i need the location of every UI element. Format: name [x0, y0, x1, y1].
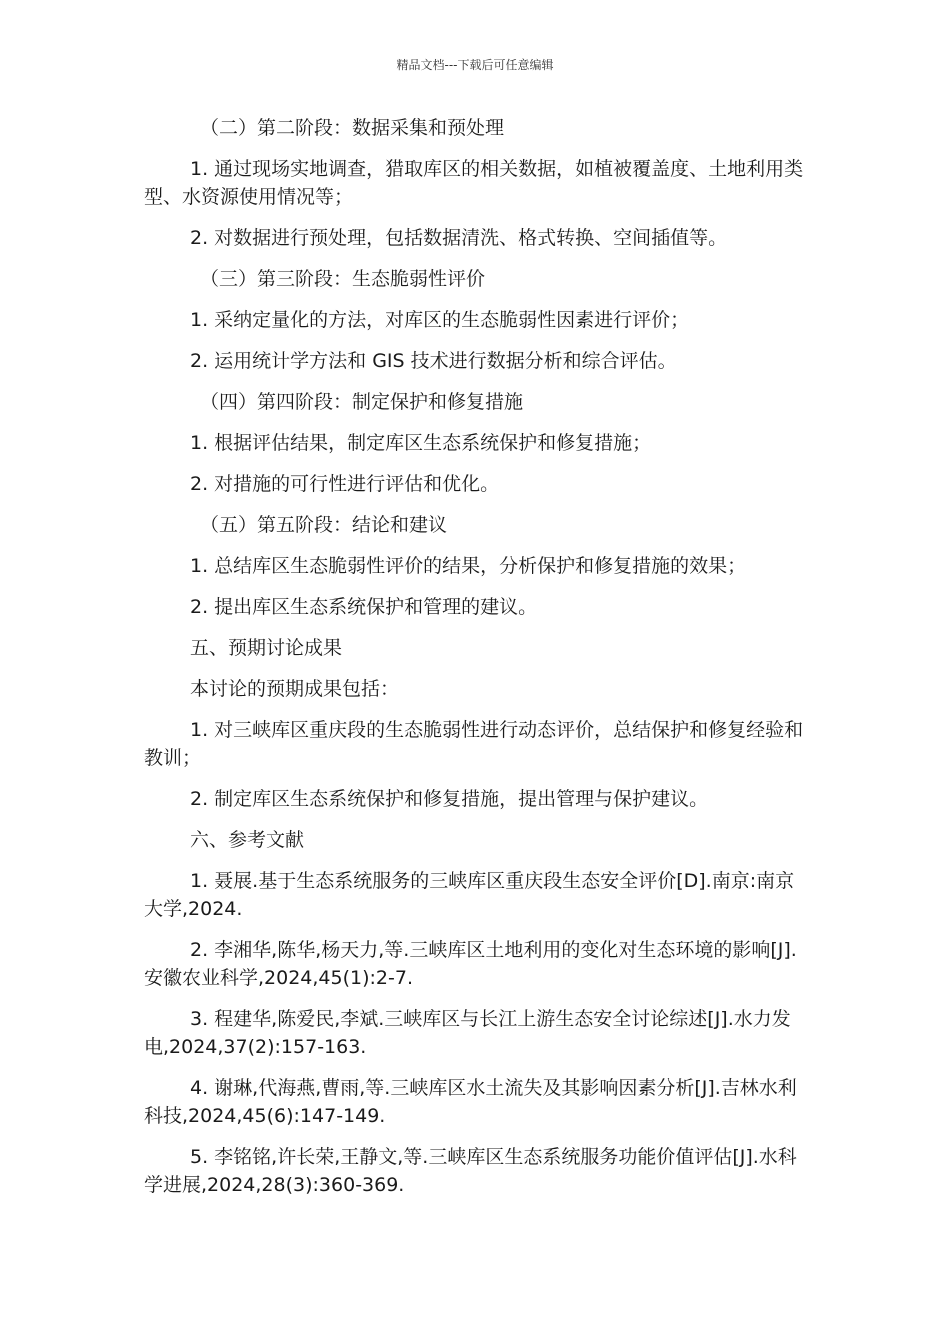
- list-item: 1. 总结库区生态脆弱性评价的结果，分析保护和修复措施的效果；: [190, 555, 747, 577]
- stage-heading-4: （四）第四阶段：制定保护和修复措施: [200, 391, 524, 413]
- stage-heading-2: （二）第二阶段：数据采集和预处理: [200, 117, 505, 139]
- section-heading-expected-results: 五、预期讨论成果: [190, 637, 343, 659]
- section-heading-references: 六、参考文献: [190, 829, 305, 851]
- stage-heading-3: （三）第三阶段：生态脆弱性评价: [200, 268, 486, 290]
- list-item: 1. 通过现场实地调查，猎取库区的相关数据，如植被覆盖度、土地利用类型、水资源使用情况等；: [144, 158, 804, 208]
- list-item: 2. 提出库区生态系统保护和管理的建议。: [190, 596, 538, 618]
- list-item: 1. 对三峡库区重庆段的生态脆弱性进行动态评价，总结保护和修复经验和教训；: [144, 719, 804, 769]
- reference-item: 3. 程建华,陈爱民,李斌.三峡库区与长江上游生态安全讨论综述[J].水力发电,2024,37(2):157-163.: [144, 1008, 791, 1058]
- reference-item: 2. 李湘华,陈华,杨天力,等.三峡库区土地利用的变化对生态环境的影响[J].安徽农业科学,2024,45(1):2-7.: [144, 939, 797, 989]
- list-item: 2. 对措施的可行性进行评估和优化。: [190, 473, 500, 495]
- reference-item: 4. 谢琳,代海燕,曹雨,等.三峡库区水土流失及其影响因素分析[J].吉林水利科技,2024,45(6):147-149.: [144, 1077, 797, 1127]
- document-body: [144, 114, 812, 1212]
- stage-heading-5: （五）第五阶段：结论和建议: [200, 514, 448, 536]
- list-item: 2. 制定库区生态系统保护和修复措施，提出管理与保护建议。: [190, 788, 709, 810]
- reference-item: 1. 聂展.基于生态系统服务的三峡库区重庆段生态安全评价[D].南京:南京大学,2024.: [144, 870, 795, 920]
- list-item: 2. 运用统计学方法和 GIS 技术进行数据分析和综合评估。: [190, 350, 677, 372]
- list-item: 1. 根据评估结果，制定库区生态系统保护和修复措施；: [190, 432, 652, 454]
- page-header: 精品文档---下载后可任意编辑: [396, 58, 554, 72]
- intro-text: 本讨论的预期成果包括：: [190, 678, 400, 700]
- reference-item: 5. 李铭铭,许长荣,王静文,等.三峡库区生态系统服务功能价值评估[J].水科学进展,2024,28(3):360-369.: [144, 1146, 797, 1196]
- list-item: 2. 对数据进行预处理，包括数据清洗、格式转换、空间插值等。: [190, 227, 728, 249]
- list-item: 1. 采纳定量化的方法，对库区的生态脆弱性因素进行评价；: [190, 309, 690, 331]
